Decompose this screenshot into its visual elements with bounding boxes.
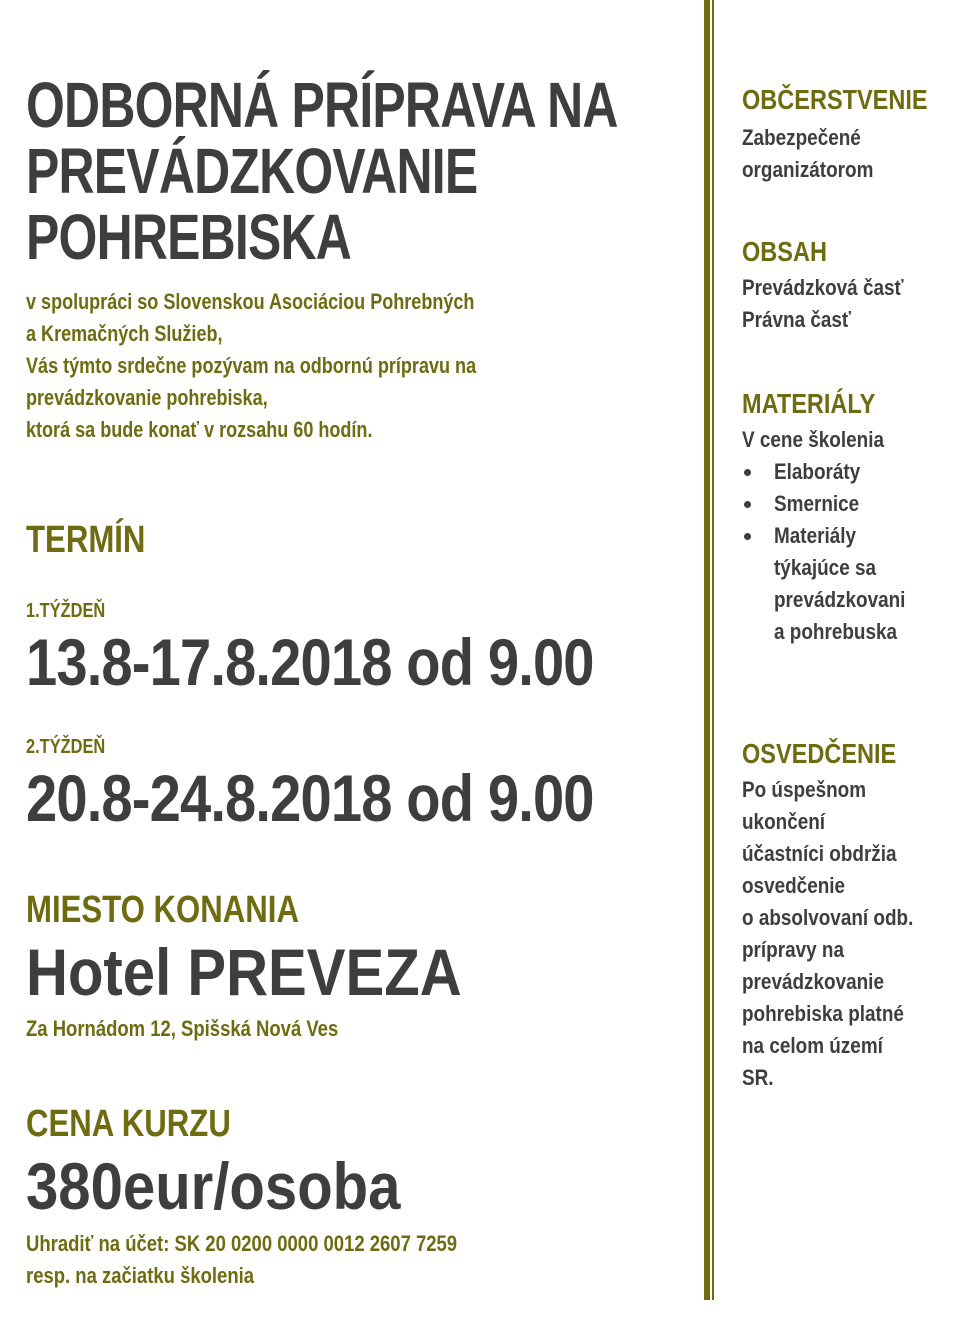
refreshments-heading: OBČERSTVENIE: [742, 84, 928, 115]
certificate-heading: OSVEDČENIE: [742, 738, 897, 769]
content-line-1: Prevádzková časť: [742, 275, 904, 300]
content-text: [742, 272, 962, 336]
title-line-2: PREVÁDZKOVANIE: [26, 135, 478, 207]
week2-label: 2.TÝŽDEŇ: [26, 736, 106, 758]
intro-line-1: v spolupráci so Slovenskou Asociáciou Pohrebných: [26, 289, 475, 314]
venue-heading: MIESTO KONANIA: [26, 889, 299, 931]
venue-name: Hotel PREVEZA: [26, 935, 462, 1009]
content-heading: OBSAH: [742, 236, 827, 267]
materials-list: [742, 456, 927, 648]
price-heading: CENA KURZU: [26, 1103, 231, 1145]
list-item: Elaboráty: [742, 456, 927, 488]
intro-line-5: ktorá sa bude konať v rozsahu 60 hodín.: [26, 417, 373, 442]
week1-date: 13.8-17.8.2018 od 9.00: [26, 625, 594, 699]
page-title: [26, 69, 785, 273]
termin-heading: TERMÍN: [26, 519, 146, 561]
list-item: Smernice: [742, 488, 927, 520]
payment-info: [26, 1228, 539, 1292]
materials-heading: MATERIÁLY: [742, 388, 876, 419]
intro-line-4: prevádzkovanie pohrebiska,: [26, 385, 268, 410]
certificate-text: Po úspešnom ukončení účastníci obdržia osvedčenie o absolvovaní odb. prípravy na prevádzkovanie pohrebiska platné na celom území SR.: [742, 777, 914, 1090]
payment-line-2: resp. na začiatku školenia: [26, 1263, 255, 1288]
materials-intro: V cene školenia: [742, 427, 884, 452]
payment-line-1: Uhradiť na účet: SK 20 0200 0000 0012 2607 7259: [26, 1231, 458, 1256]
price-amount: 380eur/osoba: [26, 1149, 401, 1223]
refreshments-line-2: organizátorom: [742, 157, 874, 182]
refreshments-line-1: Zabezpečené: [742, 125, 861, 150]
content-line-2: Právna časť: [742, 307, 852, 332]
title-line-3: POHREBISKA: [26, 201, 352, 273]
bullet-icon: [744, 501, 751, 508]
intro-text: [26, 286, 575, 446]
week1-label: 1.TÝŽDEŇ: [26, 600, 106, 622]
bullet-icon: [744, 469, 751, 476]
refreshments-text: [742, 122, 962, 186]
week2-date: 20.8-24.8.2018 od 9.00: [26, 761, 594, 835]
title-line-1: ODBORNÁ PRÍPRAVA NA: [26, 69, 618, 141]
intro-line-2: a Kremačných Služieb,: [26, 321, 223, 346]
venue-address: Za Hornádom 12, Spišská Nová Ves: [26, 1016, 339, 1041]
list-item: Materiály týkajúce sa prevádzkovani a pohrebuska: [742, 520, 927, 648]
bullet-icon: [744, 533, 751, 540]
intro-line-3: Vás týmto srdečne pozývam na odbornú prípravu na: [26, 353, 477, 378]
